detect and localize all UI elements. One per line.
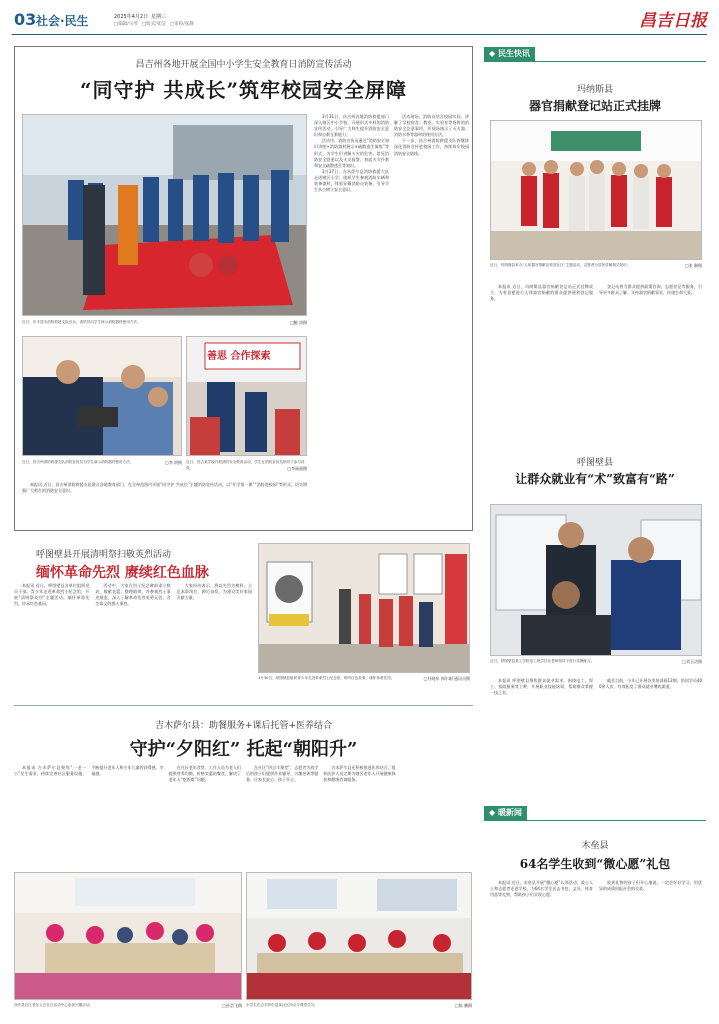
- lead-title: “同守护 共成长”筑牢校园安全屏障: [80, 78, 407, 102]
- qingming-paragraph: 大家纷纷表示，将以先烈为榜样，立足本职岗位，踔厉奋发，为建设美好家园贡献力量。: [176, 583, 252, 601]
- lead-photo3-caption-text: 近日，昌吉某学校开展消防安全教育活动，学生在消防宣传员指导下参与体验。: [186, 460, 305, 470]
- lead-photo2-byline: □李 明摄: [164, 460, 182, 465]
- editor-3: □审校/张静: [170, 22, 194, 27]
- lead-photo2-caption: [22, 460, 182, 466]
- elder-kicker: 吉木萨尔县：助餐服务+课后托管+医养结合: [154, 721, 333, 731]
- sidebar-item2-byline: □刘玉洁摄: [682, 659, 702, 664]
- sidebar-item1-byline: □张 琳摄: [684, 263, 702, 268]
- sidebar-item1-caption-text: 近日，玛纳斯县举办“人体器官捐献宣传进社区”主题活动，志愿者为居民讲解相关知识。: [490, 263, 631, 267]
- sidebar-item2-title: 让群众就业有“术”致富有“路”: [515, 472, 675, 486]
- editor-2: □版式/张莹: [142, 22, 166, 27]
- lead-kicker: 昌吉州各地开展全国中小学生安全教育日消防宣传活动: [135, 60, 352, 70]
- lead-body-col-1: [314, 114, 389, 524]
- elder-body: [14, 765, 473, 865]
- lead-paragraph: 3月31日，昌吉州各地消防救援部门深入辖区中小学校，开展形式多样的消防宣传活动，引导广大师生提升消防安全意识和自救互救能力。: [314, 114, 389, 138]
- sidebar-item3-location: 木垒县: [581, 841, 609, 851]
- lead-photo-classroom: [186, 336, 307, 456]
- sidebar-header-warm-news: [484, 806, 527, 820]
- lead-photo3-byline: □李丽丽摄: [287, 465, 307, 471]
- sidebar-item1-location: 玛纳斯县: [576, 85, 613, 95]
- page-number: 03: [14, 10, 37, 29]
- elder-photo1-byline: □孙芸飞摄: [222, 1003, 242, 1008]
- sidebar-item3-body: [490, 880, 702, 1010]
- elder-paragraph: 在社区“四点半课堂”，志愿者为放学后的孩子们提供作业辅导、兴趣培训等服务，让家长安心、孩子开心。: [245, 765, 319, 783]
- issue-date: 2025年4月2日: [114, 14, 149, 20]
- paper-logo: 昌吉日报: [639, 11, 707, 31]
- issue-weekday: 星期三: [151, 14, 167, 20]
- elder-paragraph: 在社区老年食堂，工作人员为老人们提供营养均衡、价格实惠的餐食，解决了老年人“吃饭难”问题。: [168, 765, 241, 783]
- sidebar-item3-paragraph: 收到礼物的孩子们开心地说，一定会好好学习，用优异的成绩回报社会的关爱。: [599, 880, 702, 892]
- section-label: 社会·民生: [36, 14, 89, 28]
- lead-photo3-caption: [186, 460, 307, 471]
- lead-photo-firefighter-demo: [22, 336, 182, 456]
- qingming-caption-text: 3月30日，呼图壁县组织青少年走进革命烈士纪念馆，聆听红色故事，缅怀革命先烈。: [258, 676, 395, 680]
- sidebar-item1-body: [490, 284, 702, 434]
- qingming-photo-caption: [258, 676, 470, 682]
- sidebar-item2-paragraph: 截至目前，今年已开展各类培训班12期，培训学员400余人次，有效拓宽了群众就业增收渠道。: [599, 678, 702, 690]
- sidebar-item2-photo: [490, 504, 702, 656]
- lead-photo1-byline: □鲍 涛摄: [289, 320, 307, 325]
- sidebar-item1-title: 器官捐献登记站正式挂牌: [528, 99, 661, 113]
- sidebar-item1-paragraph: 本报讯 近日，玛纳斯县器官捐献登记站正式挂牌成立，为有意愿进行人体器官捐献的群众提供便利登记服务。: [490, 284, 593, 302]
- lead-photo1-caption-text: 近日，东丰县市消防救援支队官兵，消防员向学生演示消防器材使用方法。: [22, 320, 141, 324]
- sidebar-item1-caption: [490, 263, 702, 269]
- elder-paragraph: 吉木萨尔县还积极推进医养结合，组织医护人员定期为辖区老年人开展健康体检和健康咨询服务。: [323, 765, 396, 783]
- elder-photo2-caption: [246, 1003, 472, 1009]
- elder-title: 守护“夕阳红” 托起“朝阳升”: [129, 739, 358, 760]
- qingming-photo: [258, 543, 470, 673]
- lead-paragraph: 下一步，昌吉州消防救援支队将继续深化消防宣传进校园工作，持续筑牢校园消防安全防线。: [394, 138, 469, 156]
- sidebar-header-livelihood: [484, 47, 535, 61]
- qingming-kicker: 呼图壁县开展清明祭扫敬英烈活动: [36, 550, 172, 560]
- lead-paragraph: 活动现场，消防员结合校园实际，讲解了学校宿舍、教室、实验室等场所的消防安全注意事项，并现场演示了灭火器、消防水带等器材的使用方法。: [394, 114, 469, 138]
- elder-paragraph: 本报讯 吉木萨尔县聚焦“一老一小”民生需求，持续完善社区服务设施，不断提升老年人和少年儿童的获得感、幸福感。: [14, 765, 164, 777]
- warm-news-icon: ◆: [489, 808, 498, 817]
- lead-paragraph: 本报讯 近日，昌吉州消防救援支队联合各地教育部门，在全州范围内开展“同守护 共成长”主题消防宣传活动，以“开学第一课”“消防进校园”等形式，切实增强广大师生的消防安全意识。: [22, 482, 307, 494]
- lead-photo1-caption: [22, 320, 307, 326]
- qingming-paragraph: 本报讯 近日，呼图壁县各单位组织党员干部、青少年走进革命烈士纪念馆，开展“清明祭英烈”主题活动，缅怀革命先烈，传承红色基因。: [14, 583, 90, 607]
- sidebar-item2-body: [490, 678, 702, 788]
- lead-paragraph: 活动中，消防宣传员通过“消防安全知识讲座+消防器材展示+疏散逃生演练”等形式，为学生们讲解火灾的危害、常见消防安全隐患以及火灾报警、初起火灾扑救和安全疏散逃生等知识。: [314, 138, 389, 168]
- lead-photo-fire-drill: [22, 114, 307, 316]
- lead-paragraph: 3月27日，吉木萨尔县消防救援大队走进辖区小学，组织学生参观消防车辆和装备器材，体验穿戴消防员装备，引导学生从小树立安全意识。: [314, 168, 389, 193]
- masthead: [0, 0, 719, 40]
- sidebar-item2-caption-text: 近日，呼图壁县某工学院电工班学员在老师指导下进行实操练习。: [490, 659, 595, 663]
- qingming-byline: □杜晓东 郭尔刚 通讯员摄: [423, 676, 470, 681]
- elder-photo-study: [246, 872, 472, 1000]
- lead-body-col-2: [394, 114, 469, 524]
- qingming-body: [14, 583, 252, 683]
- elder-photo-activity: [14, 872, 242, 1000]
- sidebar-header-text: 民生快讯: [497, 49, 530, 58]
- sidebar-item2-caption: [490, 659, 702, 665]
- sidebar-item3-title: 64名学生收到“微心愿”礼包: [519, 857, 671, 871]
- elder-photo2-caption-text: 小学生在吉木萨尔县某社区四点半课堂学习。: [246, 1003, 318, 1007]
- lead-photo3-banner: 善思 合作探索: [207, 351, 271, 362]
- qingming-title: 缅怀革命先烈 赓续红色血脉: [36, 565, 209, 581]
- sidebar-header-icon: ◆: [489, 49, 498, 58]
- sidebar-item2-location: 呼图壁县: [576, 458, 613, 468]
- lead-photo2-caption-text: 近日，昌吉州消防救援支队消防宣传员为学生演示消防器材使用方法。: [22, 460, 134, 464]
- sidebar-item2-paragraph: 本报讯 呼图壁县聚焦群众就业需求，围绕电工、焊工、家政服务等工种，开展职业技能培训，帮助群众掌握一技之长。: [490, 678, 593, 696]
- qingming-paragraph: 活动中，大家在烈士纪念碑前肃立默哀，敬献花篮，整理缎带，并参观烈士事迹展览，深入了解革命先烈英勇无畏、舍生取义的感人事迹。: [95, 583, 171, 607]
- elder-photo2-byline: □陈 鹏摄: [454, 1003, 472, 1008]
- sidebar-item1-photo: [490, 120, 702, 260]
- elder-photo1-caption: [14, 1003, 242, 1009]
- lead-body-bottom: [22, 482, 307, 526]
- sidebar-item3-paragraph: 本报讯 近日，木垒县开展“微心愿”认领活动，爱心人士和志愿者走进学校，为64名学生送去书包、文具、体育用品等礼物，帮助孩子们实现心愿。: [490, 880, 593, 898]
- editor-1: □编辑/马琴: [114, 22, 138, 27]
- warm-news-text: 暖新闻: [497, 808, 522, 817]
- sidebar-item1-paragraph: 登记站将为群众提供政策咨询、志愿登记等服务，引导更多群众了解、支持器官捐献事业，传递生命大爱。: [599, 284, 702, 296]
- elder-photo1-caption-text: 西乡县社区老年人在社区活动中心参加兴趣活动。: [14, 1003, 94, 1007]
